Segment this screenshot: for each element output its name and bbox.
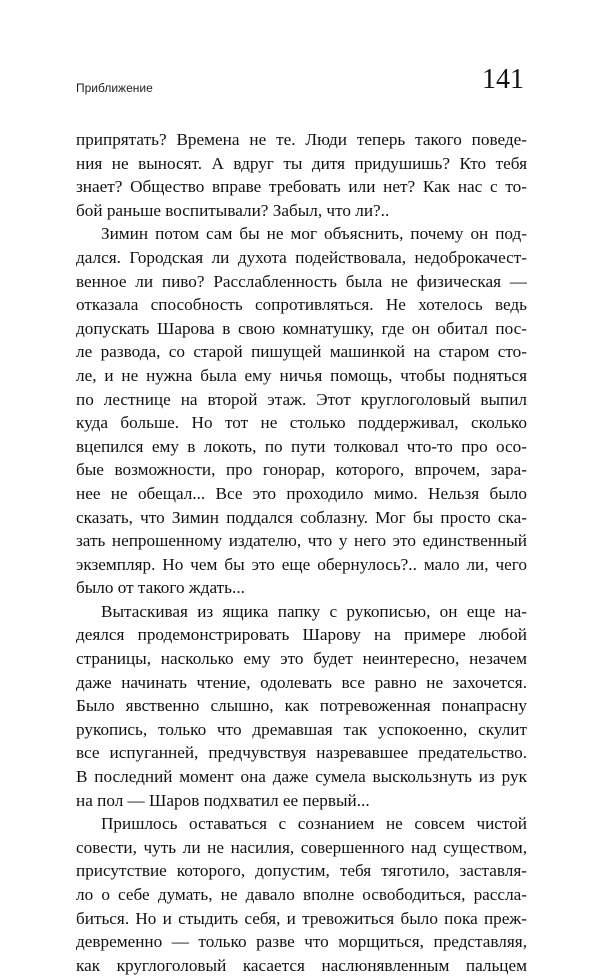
text-line: припрятать? Времена не те. Люди теперь такого поведе- [76,130,527,149]
text-line: рукопись, только что дремавшая так успокоенно, скулит [76,719,527,739]
text-line: все испуганней, предчувствуя назревавшее предательство. [76,743,527,763]
paragraph [76,128,527,222]
text-line: сказать, что Зимин поддался соблазну. Мог бы просто ска- [76,507,527,527]
text-line: знает? Общество вправе требовать или нет? Как нас с то- [76,177,527,197]
text-line: страницы, насколько ему это будет неинтересно, незачем [76,649,527,669]
body-text [76,128,527,977]
running-head: Приближение [76,81,153,95]
text-line: нее не обещал... Все это проходило мимо. Нельзя было [76,483,527,503]
text-line: ло о себе думать, не давало вполне освободиться, рассла- [76,885,527,904]
text-line: Пришлось оставаться с сознанием не совсем чистой [101,814,527,834]
text-line: куда больше. Но тот не столько поддерживал, сколько [76,413,527,433]
text-line: В последний момент она даже сумела выскользнуть из рук [76,767,527,787]
text-line: по лестнице на второй этаж. Этот круглоголовый выпил [76,389,527,409]
text-line: на пол — Шаров подхватил ее первый... [76,790,370,810]
text-line: бые возможности, про гонорар, которого, впрочем, зара- [76,460,527,480]
paragraph [76,600,527,812]
text-line: даже начинать чтение, одолевать все равно не захочется. [76,672,527,692]
page-number: 141 [482,64,524,95]
text-line: присутствие которого, допустим, тебя тяготило, заставля- [76,861,527,881]
text-line: отказала способность сопротивляться. Не хотелось ведь [76,295,527,315]
text-line: вцепился ему в локоть, по пути толковал что-то про осо- [76,436,527,456]
text-line: дался. Городская ли духота подействовала, недоброкачест- [76,247,527,267]
text-line: девременно — только разве что морщиться, представляя, [76,932,527,952]
text-line: бой раньше воспитывали? Забыл, что ли?.. [76,200,390,220]
text-line: было от такого ждать... [76,578,245,598]
text-line: совести, чуть ли не насилия, совершенного над существом, [76,837,527,857]
text-line: зать непрошенному издателю, что у него это единственный [76,531,527,551]
paragraph [76,222,527,600]
text-line: ния не выносят. А вдруг ты дитя придушишь? Кто тебя [76,153,527,173]
text-line: ле, и не нужна была ему ничья помощь, чтобы подняться [76,365,527,385]
text-line: венное ли пиво? Расслабленность была не физическая — [76,271,527,291]
text-line: биться. Но и стыдить себя, и тревожиться было пока преж- [76,908,527,928]
text-line: допускать Шарова в свою комнатушку, где он обитал пос- [76,318,527,338]
text-line: ле развода, со старой пишущей машинкой на старом сто- [76,342,527,362]
text-line: экземпляр. Но чем бы это еще обернулось?.. мало ли, чего [76,554,527,574]
text-line: Вытаскивая из ящика папку с рукописью, он еще на- [101,601,527,621]
text-line: Зимин потом сам бы не мог объяснить, почему он под- [101,224,527,244]
text-line: деялся продемонстрировать Шарову на примере любой [76,625,527,645]
paragraph [76,812,527,977]
text-line: Было явственно слышно, как потревоженная понапрасну [76,696,527,716]
text-line: как круглоголовый касается наслюнявленным пальцем [76,955,527,975]
